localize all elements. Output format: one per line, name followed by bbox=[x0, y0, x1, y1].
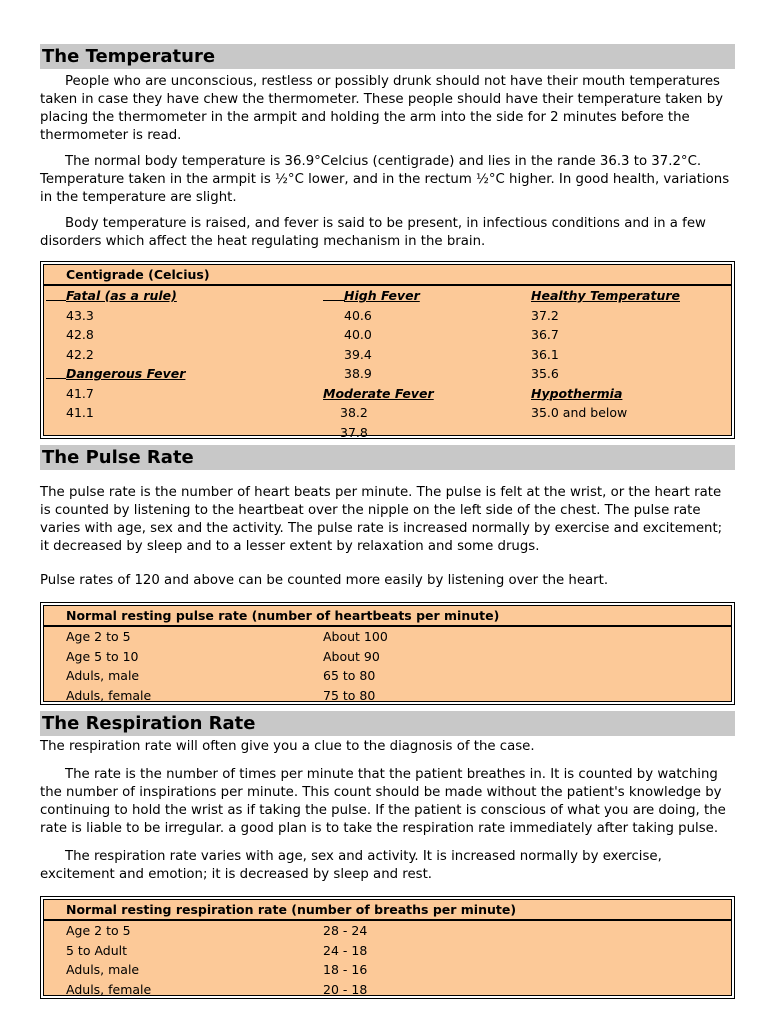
respiration-intro: The respiration rate will often give you a clue to the diagnosis of the case. bbox=[40, 739, 535, 754]
pulse-paragraph-1: The pulse rate is the number of heart beats per minute. The pulse is felt at the wrist, or the heart rate is counted by listening to the heartbeat over the nipple on the left side of the chest. The pulse rate varies with age, sex and the activity. The pulse rate is increased normally by exercise and excitement; it decreased by sleep and to a lesser extent by relaxation and some drugs. bbox=[40, 485, 723, 554]
table-cell: 65 to 80 bbox=[323, 668, 376, 683]
temperature-heading: The Temperature bbox=[40, 44, 735, 69]
temperature-paragraph-2: The normal body temperature is 36.9°Celcius (centigrade) and lies in the rande 36.3 to 37.2°C. Temperature taken in the armpit is ½°C lower, and in the rectum ½°C higher. In good health, variations in the temperature are slight. bbox=[40, 154, 730, 205]
table-cell: 5 to Adult bbox=[66, 942, 128, 958]
table-cell: 37.8 bbox=[340, 424, 368, 440]
table-cell: Age 2 to 5 bbox=[66, 923, 131, 938]
table-cell: 35.0 and below bbox=[531, 405, 628, 420]
category-moderate-fever: Moderate Fever bbox=[323, 385, 434, 401]
table-cell: About 90 bbox=[323, 648, 380, 664]
respiration-heading: The Respiration Rate bbox=[40, 711, 735, 736]
table-cell: 18 - 16 bbox=[323, 962, 368, 977]
pulse-table-title: Normal resting pulse rate (number of heartbeats per minute) bbox=[44, 606, 731, 627]
table-cell: 28 - 24 bbox=[323, 923, 368, 938]
table-cell: Aduls, male bbox=[66, 668, 140, 683]
category-healthy: Healthy Temperature bbox=[531, 288, 680, 303]
table-cell: About 100 bbox=[323, 629, 388, 644]
category-dangerous-fever: Dangerous Fever bbox=[66, 366, 186, 381]
pulse-table bbox=[40, 602, 735, 705]
table-cell: 20 - 18 bbox=[323, 981, 368, 997]
temperature-table-title: Centigrade (Celcius) bbox=[44, 265, 731, 286]
temperature-table bbox=[40, 261, 735, 439]
table-cell: 38.9 bbox=[344, 366, 372, 381]
table-cell: 35.6 bbox=[531, 366, 559, 381]
temperature-paragraph-3: Body temperature is raised, and fever is said to be present, in infectious conditions and in a few disorders which affect the heat regulating mechanism in the brain. bbox=[40, 216, 706, 249]
temperature-paragraph-1: People who are unconscious, restless or possibly drunk should not have their mouth temperatures taken in case they have chew the thermometer. These people should have their temperature taken by placing the thermometer in the armpit and holding the arm into the side for 2 minutes before the thermometer is read. bbox=[40, 74, 724, 143]
pulse-heading: The Pulse Rate bbox=[40, 445, 735, 470]
table-cell: 39.4 bbox=[344, 346, 372, 362]
table-cell: 37.2 bbox=[531, 307, 559, 323]
respiration-table bbox=[40, 896, 735, 999]
document-page bbox=[40, 44, 735, 999]
table-cell: 42.8 bbox=[66, 327, 94, 342]
category-high-fever: High Fever bbox=[344, 288, 420, 303]
table-cell: 40.6 bbox=[344, 307, 372, 323]
pulse-paragraph-2: Pulse rates of 120 and above can be counted more easily by listening over the heart. bbox=[40, 573, 609, 588]
table-cell: Aduls, female bbox=[66, 687, 152, 703]
category-fatal: Fatal (as a rule) bbox=[66, 288, 177, 303]
table-cell: Age 2 to 5 bbox=[66, 629, 131, 644]
table-cell: Age 5 to 10 bbox=[66, 648, 139, 664]
respiration-paragraph-1: The rate is the number of times per minute that the patient breathes in. It is counted by watching the number of inspirations per minute. This count should be made without the patient's knowledge by continuing to hold the wrist as if taking the pulse. If the patient is conscious of what you are doing, the rate is liable to be irregular. a good plan is to take the respiration rate immediately after taking pulse. bbox=[40, 767, 726, 836]
table-cell: Aduls, male bbox=[66, 962, 140, 977]
category-hypothermia: Hypothermia bbox=[531, 385, 623, 401]
table-cell: 75 to 80 bbox=[323, 687, 376, 703]
table-cell: 36.1 bbox=[531, 346, 559, 362]
table-cell: 41.1 bbox=[66, 405, 94, 420]
respiration-paragraph-2: The respiration rate varies with age, sex and activity. It is increased normally by exercise, excitement and emotion; it is decreased by sleep and rest. bbox=[40, 849, 662, 882]
table-cell: 40.0 bbox=[344, 327, 372, 342]
table-cell: 42.2 bbox=[66, 346, 94, 362]
table-cell: 43.3 bbox=[66, 307, 94, 323]
table-cell: 41.7 bbox=[66, 385, 94, 401]
respiration-table-title: Normal resting respiration rate (number of breaths per minute) bbox=[44, 900, 731, 921]
table-cell: 38.2 bbox=[340, 405, 368, 420]
table-cell: 36.7 bbox=[531, 327, 559, 342]
table-cell: Aduls, female bbox=[66, 981, 152, 997]
table-cell: 24 - 18 bbox=[323, 942, 368, 958]
